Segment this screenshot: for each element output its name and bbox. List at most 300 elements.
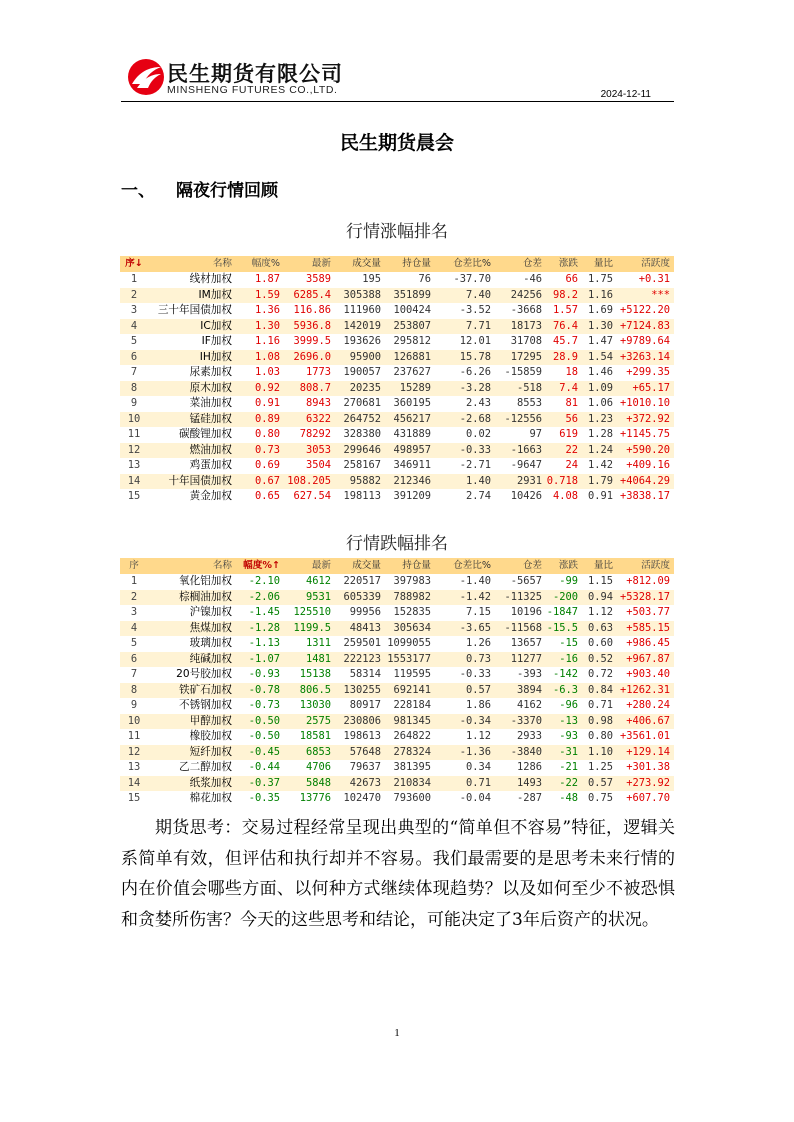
cell-change: -48 — [559, 792, 578, 804]
cell-open-interest: 381395 — [393, 761, 431, 773]
cell-last: 627.54 — [293, 490, 331, 502]
column-header-open-interest[interactable]: 持仓量 — [402, 560, 431, 571]
cell-rank: 10 — [127, 714, 141, 727]
cell-rank: 2 — [130, 288, 138, 301]
brand-name-en: MINSHENG FUTURES CO.,LTD. — [167, 84, 338, 96]
cell-rank: 5 — [130, 637, 138, 649]
cell-activity: +3263.14 — [619, 350, 670, 363]
table-row[interactable] — [120, 474, 674, 490]
cell-last: 3504 — [305, 459, 331, 471]
column-header-name[interactable]: 名称 — [212, 258, 232, 269]
cell-name: 纸浆加权 — [189, 776, 232, 789]
cell-open-interest: 295812 — [393, 335, 431, 347]
cell-open-interest: 793600 — [393, 792, 431, 804]
cell-open-interest: 1099055 — [387, 637, 431, 649]
cell-open-interest: 305634 — [393, 621, 431, 634]
cell-last: 2696.0 — [293, 350, 331, 363]
column-header-open-interest[interactable]: 持仓量 — [402, 258, 431, 269]
cell-change-pct: 1.30 — [254, 319, 280, 332]
cell-rank: 9 — [130, 699, 138, 711]
cell-volume-ratio: 0.72 — [587, 668, 613, 680]
table-row[interactable] — [120, 667, 674, 683]
cell-change: -22 — [559, 776, 578, 789]
cell-oi-change: -12556 — [504, 412, 542, 425]
cell-change-pct: 0.65 — [254, 490, 280, 502]
cell-name: 碳酸锂加权 — [179, 428, 232, 440]
table-row[interactable] — [120, 350, 674, 366]
cell-volume-ratio: 0.84 — [587, 683, 613, 696]
cell-volume-ratio: 1.69 — [587, 304, 613, 316]
table-row[interactable] — [120, 412, 674, 428]
cell-activity: +280.24 — [626, 699, 670, 711]
cell-name: 焦煤加权 — [189, 621, 232, 634]
cell-rank: 14 — [127, 776, 141, 789]
cell-volume: 102470 — [343, 792, 381, 804]
cell-rank: 13 — [127, 761, 141, 773]
section-heading — [121, 176, 278, 201]
column-header-change-pct[interactable]: 幅度% — [251, 258, 280, 269]
cell-last: 18581 — [299, 730, 331, 742]
cell-activity: +503.77 — [626, 606, 670, 618]
cell-volume-ratio: 1.24 — [587, 443, 613, 456]
table-row[interactable] — [120, 776, 674, 792]
cell-volume-ratio: 1.28 — [587, 428, 613, 440]
cell-change: 4.08 — [552, 490, 578, 502]
cell-change-pct: -1.45 — [248, 606, 280, 618]
cell-oi-change-pct: -3.28 — [459, 381, 491, 394]
cell-volume: 299646 — [343, 443, 381, 456]
cell-name: 三十年国债加权 — [157, 304, 232, 316]
cell-oi-change-pct: 2.74 — [465, 490, 491, 502]
cell-volume: 605339 — [343, 590, 381, 603]
cell-change: 81 — [565, 397, 578, 409]
cell-oi-change-pct: -1.36 — [459, 745, 491, 758]
column-header-volume-ratio[interactable]: 量比 — [593, 560, 613, 571]
cell-change: -31 — [559, 745, 578, 758]
cell-name: 不锈钢加权 — [179, 699, 232, 711]
cell-open-interest: 351899 — [393, 288, 431, 301]
cell-last: 3053 — [305, 443, 331, 456]
cell-name: 纯碱加权 — [189, 652, 232, 665]
gain-ranking-table — [120, 256, 674, 505]
cell-activity: +3561.01 — [619, 730, 670, 742]
cell-oi-change: -393 — [516, 668, 542, 680]
cell-change: 24 — [565, 459, 578, 471]
cell-rank: 11 — [127, 428, 141, 440]
table-row[interactable] — [120, 636, 674, 652]
table-row[interactable] — [120, 791, 674, 807]
cell-volume: 264752 — [343, 412, 381, 425]
cell-oi-change-pct: 0.34 — [465, 761, 491, 773]
cell-activity: +986.45 — [626, 637, 670, 649]
cell-rank: 6 — [130, 652, 138, 665]
cell-oi-change-pct: 12.01 — [459, 335, 491, 347]
cell-open-interest: 360195 — [393, 397, 431, 409]
cell-last: 1481 — [305, 652, 331, 665]
gain-table-title: 行情涨幅排名 — [346, 222, 448, 242]
cell-change: 66 — [565, 273, 578, 285]
table-row[interactable] — [120, 683, 674, 699]
table-row[interactable] — [120, 729, 674, 745]
table-header — [120, 256, 674, 272]
cell-change: 98.2 — [552, 288, 578, 301]
cell-change-pct: -1.28 — [248, 621, 280, 634]
cell-change-pct: 0.80 — [254, 428, 280, 440]
cell-rank: 15 — [127, 792, 141, 804]
cell-volume: 305388 — [343, 288, 381, 301]
cell-volume: 259501 — [343, 637, 381, 649]
cell-change-pct: -0.37 — [248, 776, 280, 789]
cell-volume: 270681 — [343, 397, 381, 409]
cell-volume: 190057 — [343, 366, 381, 378]
cell-oi-change: -3370 — [510, 714, 542, 727]
column-header-last[interactable]: 最新 — [311, 258, 331, 269]
cell-activity: +301.38 — [626, 761, 670, 773]
cell-volume: 20235 — [349, 381, 381, 394]
column-header-oi-change[interactable]: 仓差 — [522, 560, 542, 571]
cell-name: 甲醇加权 — [189, 714, 232, 727]
cell-open-interest: 431889 — [393, 428, 431, 440]
cell-open-interest: 119595 — [393, 668, 431, 680]
table-row[interactable] — [120, 745, 674, 761]
cell-volume-ratio: 0.57 — [587, 776, 613, 789]
cell-rank: 7 — [130, 668, 138, 680]
cell-activity: +3838.17 — [619, 490, 670, 502]
cell-change: -1847 — [546, 606, 578, 618]
column-header-rank[interactable]: 序 — [129, 560, 139, 571]
table-row[interactable] — [120, 288, 674, 304]
cell-last: 2575 — [305, 714, 331, 727]
cell-change: -200 — [552, 590, 578, 603]
table-row[interactable] — [120, 652, 674, 668]
cell-volume: 95882 — [349, 474, 381, 487]
cell-change-pct: 0.69 — [254, 459, 280, 471]
cell-change-pct: 0.92 — [254, 381, 280, 394]
column-header-volume[interactable]: 成交量 — [352, 560, 381, 571]
section-number: 一、 — [121, 181, 155, 201]
cell-open-interest: 100424 — [393, 304, 431, 316]
cell-oi-change-pct: -2.71 — [459, 459, 491, 471]
cell-open-interest: 15289 — [399, 381, 431, 394]
cell-oi-change: -9647 — [510, 459, 542, 471]
column-header-change[interactable]: 涨跌 — [558, 258, 578, 269]
cell-oi-change: 3894 — [516, 683, 542, 696]
cell-volume: 198113 — [343, 490, 381, 502]
cell-name: IC加权 — [200, 319, 232, 332]
cell-activity: +406.67 — [626, 714, 670, 727]
cell-volume-ratio: 0.75 — [587, 792, 613, 804]
cell-name: 乙二醇加权 — [179, 761, 232, 773]
cell-change: -15.5 — [546, 621, 578, 634]
cell-open-interest: 498957 — [393, 443, 431, 456]
cell-rank: 10 — [127, 412, 141, 425]
cell-activity: +967.87 — [626, 652, 670, 665]
cell-rank: 9 — [130, 397, 138, 409]
loss-ranking-table — [120, 558, 674, 807]
cell-activity: +5328.17 — [619, 590, 670, 603]
cell-last: 116.86 — [293, 304, 331, 316]
cell-last: 6285.4 — [293, 288, 331, 301]
cell-oi-change: -15859 — [504, 366, 542, 378]
column-header-rank[interactable]: 序↓ — [125, 258, 143, 269]
cell-change-pct: 1.87 — [254, 273, 280, 285]
column-header-name[interactable]: 名称 — [212, 560, 232, 571]
cell-change: 28.9 — [552, 350, 578, 363]
cell-open-interest: 346911 — [393, 459, 431, 471]
cell-oi-change-pct: -3.65 — [459, 621, 491, 634]
table-row[interactable] — [120, 574, 674, 590]
cell-open-interest: 76 — [418, 273, 431, 285]
cell-activity: +590.20 — [626, 443, 670, 456]
cell-volume-ratio: 1.42 — [587, 459, 613, 471]
cell-oi-change: -5657 — [510, 575, 542, 587]
column-header-oi-change[interactable]: 仓差 — [522, 258, 542, 269]
document-title: 民生期货晨会 — [339, 132, 454, 154]
cell-last: 9531 — [305, 590, 331, 603]
cell-change: -13 — [559, 714, 578, 727]
table-row[interactable] — [120, 396, 674, 412]
cell-change: -99 — [559, 575, 578, 587]
cell-activity: +0.31 — [638, 273, 670, 285]
cell-change-pct: -0.45 — [248, 745, 280, 758]
cell-last: 108.205 — [287, 474, 331, 487]
cell-oi-change: -3668 — [510, 304, 542, 316]
cell-open-interest: 397983 — [393, 575, 431, 587]
cell-name: 20号胶加权 — [176, 668, 232, 680]
column-header-volume[interactable]: 成交量 — [352, 258, 381, 269]
cell-volume: 328380 — [343, 428, 381, 440]
cell-volume: 99956 — [349, 606, 381, 618]
column-header-oi-change-pct[interactable]: 仓差比% — [453, 258, 491, 269]
cell-volume-ratio: 0.98 — [587, 714, 613, 727]
column-header-oi-change-pct[interactable]: 仓差比% — [453, 560, 491, 571]
cell-volume-ratio: 1.10 — [587, 745, 613, 758]
cell-change-pct: 0.67 — [254, 474, 280, 487]
cell-change: 619 — [559, 428, 578, 440]
futures-thinking-paragraph: 期货思考：交易过程经常呈现出典型的“简单但不容易”特征，逻辑关系简单有效，但评估和执行却并不容易。我们最需要的是思考未来行情的内在价值会哪些方面、以何种方式继续体现趋势？以及如何至少不被恐惧和贪婪所伤害？今天的这些思考和结论，可能决定了3年后资产的状况。 — [121, 818, 675, 930]
cell-open-interest: 981345 — [393, 714, 431, 727]
cell-name: 十年国债加权 — [168, 474, 232, 487]
cell-last: 15138 — [299, 668, 331, 680]
cell-change: -15 — [559, 637, 578, 649]
cell-volume: 42673 — [349, 776, 381, 789]
cell-change-pct: -0.78 — [248, 683, 280, 696]
cell-oi-change-pct: 0.02 — [465, 428, 491, 440]
cell-oi-change: 1286 — [516, 761, 542, 773]
company-logo — [127, 56, 367, 100]
table-row[interactable] — [120, 427, 674, 443]
cell-last: 6853 — [305, 745, 331, 758]
cell-oi-change: -518 — [516, 381, 542, 394]
cell-oi-change: 31708 — [510, 335, 542, 347]
cell-oi-change: -11325 — [504, 590, 542, 603]
cell-open-interest: 253807 — [393, 319, 431, 332]
cell-open-interest: 152835 — [393, 606, 431, 618]
cell-volume-ratio: 0.52 — [587, 652, 613, 665]
cell-name: 玻璃加权 — [189, 637, 232, 649]
cell-oi-change-pct: -3.52 — [459, 304, 491, 316]
cell-oi-change: 10426 — [510, 490, 542, 502]
cell-last: 5848 — [305, 776, 331, 789]
cell-rank: 8 — [130, 381, 138, 394]
cell-change: 22 — [565, 443, 578, 456]
cell-change-pct: -2.10 — [248, 575, 280, 587]
cell-last: 4612 — [305, 575, 331, 587]
cell-rank: 5 — [130, 335, 138, 347]
cell-oi-change-pct: -1.40 — [459, 575, 491, 587]
cell-rank: 14 — [127, 474, 141, 487]
cell-change-pct: 0.73 — [254, 443, 280, 456]
cell-activity: +7124.83 — [619, 319, 670, 332]
cell-last: 1311 — [305, 637, 331, 649]
table-row[interactable] — [120, 698, 674, 714]
cell-name: 氧化铝加权 — [179, 575, 232, 587]
cell-volume: 48413 — [349, 621, 381, 634]
cell-change-pct: -1.13 — [248, 637, 280, 649]
cell-rank: 1 — [130, 575, 138, 587]
cell-change: 18 — [565, 366, 578, 378]
cell-rank: 13 — [127, 459, 141, 471]
cell-open-interest: 228184 — [393, 699, 431, 711]
cell-last: 1773 — [305, 366, 331, 378]
table-row[interactable] — [120, 303, 674, 319]
column-header-last[interactable]: 最新 — [311, 560, 331, 571]
cell-oi-change-pct: 1.40 — [465, 474, 491, 487]
cell-activity: +409.16 — [626, 459, 670, 471]
cell-change: 0.718 — [546, 474, 578, 487]
cell-change-pct: 1.08 — [254, 350, 280, 363]
cell-oi-change: 4162 — [516, 699, 542, 711]
cell-last: 125510 — [293, 606, 331, 618]
cell-oi-change-pct: -37.70 — [453, 273, 491, 285]
cell-volume: 222123 — [343, 652, 381, 665]
cell-oi-change-pct: 7.71 — [465, 319, 491, 332]
cell-open-interest: 212346 — [393, 474, 431, 487]
cell-oi-change-pct: 7.15 — [465, 606, 491, 618]
cell-last: 13030 — [299, 699, 331, 711]
cell-name: 锰硅加权 — [189, 412, 232, 425]
cell-volume-ratio: 1.15 — [587, 575, 613, 587]
cell-change: -6.3 — [552, 683, 578, 696]
cell-oi-change: 8553 — [516, 397, 542, 409]
column-header-change[interactable]: 涨跌 — [558, 560, 578, 571]
column-header-activity[interactable]: 活跃度 — [641, 560, 670, 571]
cell-open-interest: 788982 — [393, 590, 431, 603]
cell-name: 铁矿石加权 — [179, 683, 232, 696]
cell-volume-ratio: 1.12 — [587, 606, 613, 618]
header-divider — [121, 101, 674, 102]
cell-volume-ratio: 1.16 — [587, 288, 613, 301]
cell-last: 78292 — [299, 428, 331, 440]
cell-volume-ratio: 1.30 — [587, 319, 613, 332]
cell-volume-ratio: 1.75 — [587, 273, 613, 285]
cell-oi-change-pct: 0.73 — [465, 652, 491, 665]
column-header-change-pct[interactable]: 幅度%↑ — [243, 560, 280, 571]
cell-oi-change-pct: -0.34 — [459, 714, 491, 727]
cell-oi-change-pct: -0.33 — [459, 668, 491, 680]
cell-volume: 258167 — [343, 459, 381, 471]
cell-volume-ratio: 1.23 — [587, 412, 613, 425]
cell-volume: 80917 — [349, 699, 381, 711]
table-header — [120, 558, 674, 574]
table-row[interactable] — [120, 621, 674, 637]
table-row[interactable] — [120, 319, 674, 335]
cell-volume-ratio: 0.60 — [587, 637, 613, 649]
cell-open-interest: 210834 — [393, 776, 431, 789]
cell-activity: +299.35 — [626, 366, 670, 378]
cell-change: -21 — [559, 761, 578, 773]
cell-name: 尿素加权 — [189, 366, 232, 378]
column-header-volume-ratio[interactable]: 量比 — [593, 258, 613, 269]
cell-oi-change: 24256 — [510, 288, 542, 301]
cell-oi-change-pct: -1.42 — [459, 590, 491, 603]
cell-oi-change-pct: 2.43 — [465, 397, 491, 409]
cell-open-interest: 1553177 — [387, 652, 431, 665]
table-row[interactable] — [120, 714, 674, 730]
table-row[interactable] — [120, 443, 674, 459]
cell-oi-change-pct: 1.86 — [465, 699, 491, 711]
cell-activity: +273.92 — [626, 776, 670, 789]
report-date: 2024-12-11 — [600, 89, 651, 100]
table-row[interactable] — [120, 590, 674, 606]
cell-oi-change: -3840 — [510, 745, 542, 758]
cell-oi-change: 2931 — [516, 474, 542, 487]
cell-volume-ratio: 1.79 — [587, 474, 613, 487]
table-row[interactable] — [120, 458, 674, 474]
table-row[interactable] — [120, 760, 674, 776]
cell-rank: 12 — [127, 443, 141, 456]
column-header-activity[interactable]: 活跃度 — [641, 258, 670, 269]
cell-volume-ratio: 0.94 — [587, 590, 613, 603]
cell-change-pct: -0.44 — [248, 761, 280, 773]
table-row[interactable] — [120, 381, 674, 397]
cell-activity: +585.15 — [626, 621, 670, 634]
cell-name: IM加权 — [198, 288, 232, 301]
cell-last: 1199.5 — [293, 621, 331, 634]
cell-rank: 3 — [130, 606, 138, 618]
cell-oi-change: 11277 — [510, 652, 542, 665]
cell-volume-ratio: 1.46 — [587, 366, 613, 378]
cell-volume: 230806 — [343, 714, 381, 727]
table-row[interactable] — [120, 365, 674, 381]
cell-change: 56 — [565, 412, 578, 425]
cell-change: 45.7 — [552, 335, 578, 347]
cell-volume-ratio: 1.09 — [587, 381, 613, 394]
cell-oi-change: -1663 — [510, 443, 542, 456]
cell-oi-change: 18173 — [510, 319, 542, 332]
cell-open-interest: 456217 — [393, 412, 431, 425]
cell-name: 棉花加权 — [189, 792, 232, 804]
cell-oi-change-pct: 0.71 — [465, 776, 491, 789]
table-row[interactable] — [120, 334, 674, 350]
cell-oi-change: 2933 — [516, 730, 542, 742]
table-row[interactable] — [120, 605, 674, 621]
cell-change-pct: 1.36 — [254, 304, 280, 316]
cell-name: 燃油加权 — [189, 443, 232, 456]
cell-change-pct: -0.35 — [248, 792, 280, 804]
cell-oi-change: 17295 — [510, 350, 542, 363]
cell-volume: 95900 — [349, 350, 381, 363]
cell-volume-ratio: 1.54 — [587, 350, 613, 363]
table-row[interactable] — [120, 272, 674, 288]
cell-volume: 195 — [362, 273, 381, 285]
cell-change-pct: 0.91 — [254, 397, 280, 409]
cell-change-pct: -2.06 — [248, 590, 280, 603]
cell-oi-change-pct: -2.68 — [459, 412, 491, 425]
cell-activity: *** — [651, 288, 670, 301]
cell-rank: 15 — [127, 490, 141, 502]
table-row[interactable] — [120, 489, 674, 505]
